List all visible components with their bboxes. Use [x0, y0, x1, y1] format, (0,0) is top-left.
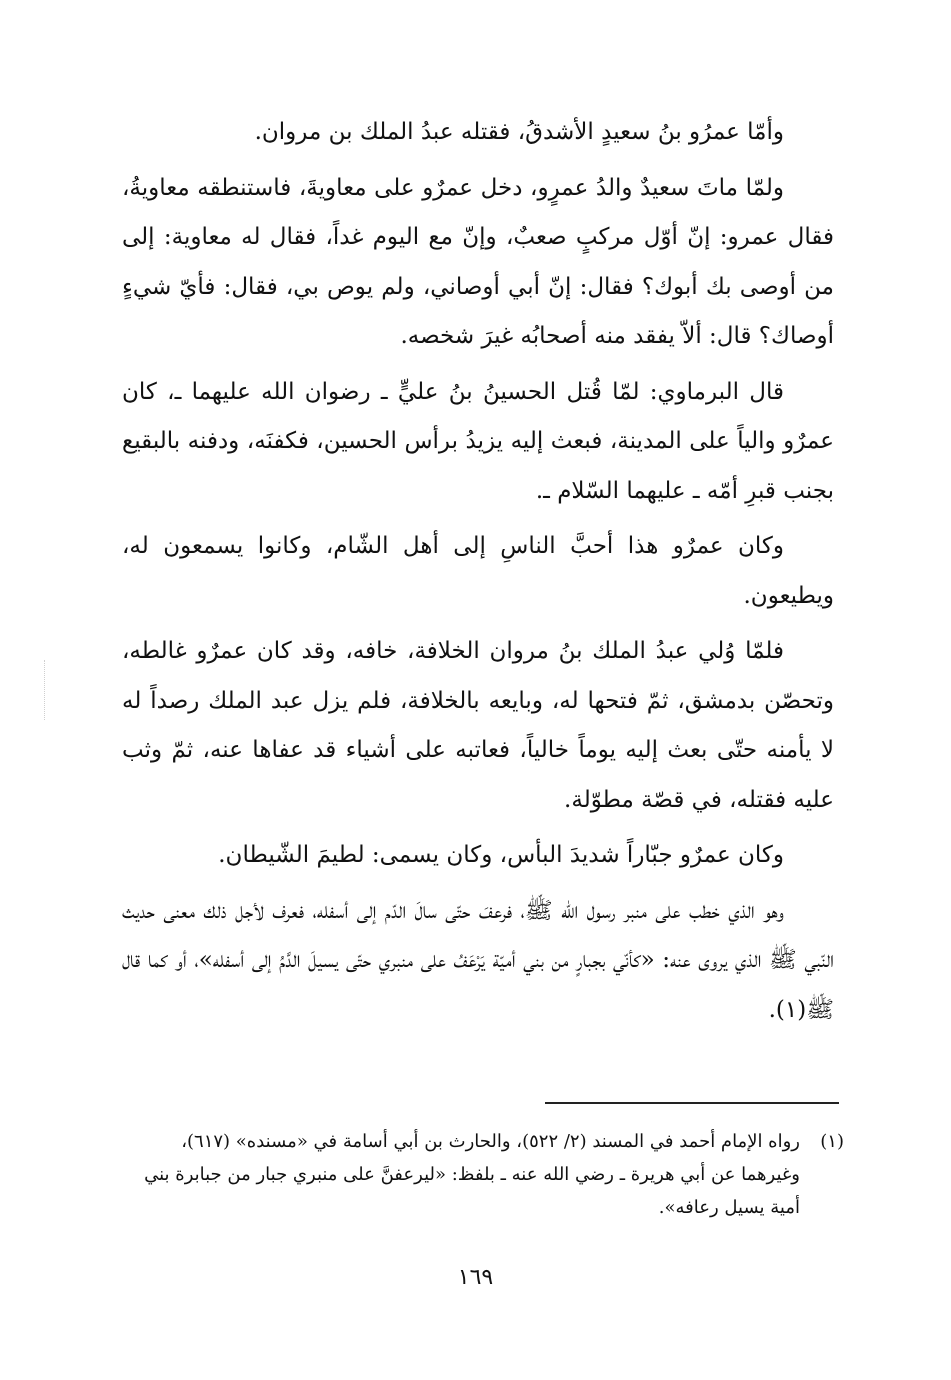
paragraph-6: وكان عمرٌو جبّاراً شديدَ البأس، وكان يسمى: لطيمَ الشّيطان. — [218, 842, 784, 868]
footnote-marker: (١) — [820, 1131, 844, 1152]
footnote-text: رواه الإمام أحمد في المسند (٢/ ٥٢٢)، والحارث بن أبي أسامة في «مسنده» (٦١٧)، وغيرهما عن أبي هريرة ـ رضي الله عنه ـ بلفظ: «ليرعفنَّ على منبري جبار من جبابرة بني أمية يسيل رعافه». — [144, 1131, 800, 1218]
scan-margin-artifact — [44, 660, 51, 720]
paragraph-2: ولمّا ماتَ سعيدٌ والدُ عمرٍو، دخل عمرٌو على معاويةَ، فاستنطقه معاويةُ، فقال عمرو: إنّ أوّل مركبٍ صعبٌ، وإنّ مع اليوم غداً، فقال له معاوية: إلى من أوصى بك أبوك؟ فقال: إنّ أبي أوصاني، ولم يوص بي، فقال: فأيّ شيءٍ أوصاك؟ قال: ألاّ يفقد منه أصحابُه غيرَ شخصه. — [122, 174, 834, 349]
footnote-1 — [122, 1125, 844, 1224]
paragraph-5: فلمّا وُلي عبدُ الملك بنُ مروان الخلافة، خافه، وقد كان عمرٌو غالطه، وتحصّن بدمشق، ثمّ فتحها له، وبايعه بالخلافة، فلم يزل عبد الملك رصداً له لا يأمنه حتّى بعث إليه يوماً خالياً، فعاتبه على أشياء قد عفاها عنه، ثمّ وثب عليه فقتله، في قصّة مطوّلة. — [122, 638, 834, 813]
main-text — [122, 108, 834, 1041]
footnote-separator — [545, 1102, 839, 1104]
footnotes — [122, 1125, 844, 1224]
paragraph-7: وهو الذي خطب على منبر رسول الله ﷺ، فرعفَ حتّى سالَ الدّم إلى أسفله، فعرف لأجل ذلك معنى حديث النّبي ﷺ الذي يروى عنه: «كأنّي بجبارٍ من بني أميّة يَرْعَفُ على منبري حتّى يسيلَ الدَّمُ إلى أسفله»، أو كما قال ﷺ(١). — [122, 897, 835, 1023]
paragraph-3: قال البرماوي: لمّا قُتل الحسينُ بنُ عليٍّ ـ رضوان الله عليهما ـ، كان عمرٌو والياً على المدينة، فبعث إليه يزيدُ برأس الحسين، فكفنَه، ودفنه بالبقيع بجنب قبرِ أمّه ـ عليهما السّلام ـ. — [122, 378, 834, 504]
page-number: ١٦٩ — [457, 1265, 494, 1290]
paragraph-1: وأمّا عمرُو بنُ سعيدٍ الأشدقُ، فقتله عبدُ الملك بن مروان. — [254, 119, 784, 145]
paragraph-4: وكان عمرٌو هذا أحبَّ الناسِ إلى أهل الشّام، وكانوا يسمعون له، ويطيعون. — [122, 533, 834, 609]
